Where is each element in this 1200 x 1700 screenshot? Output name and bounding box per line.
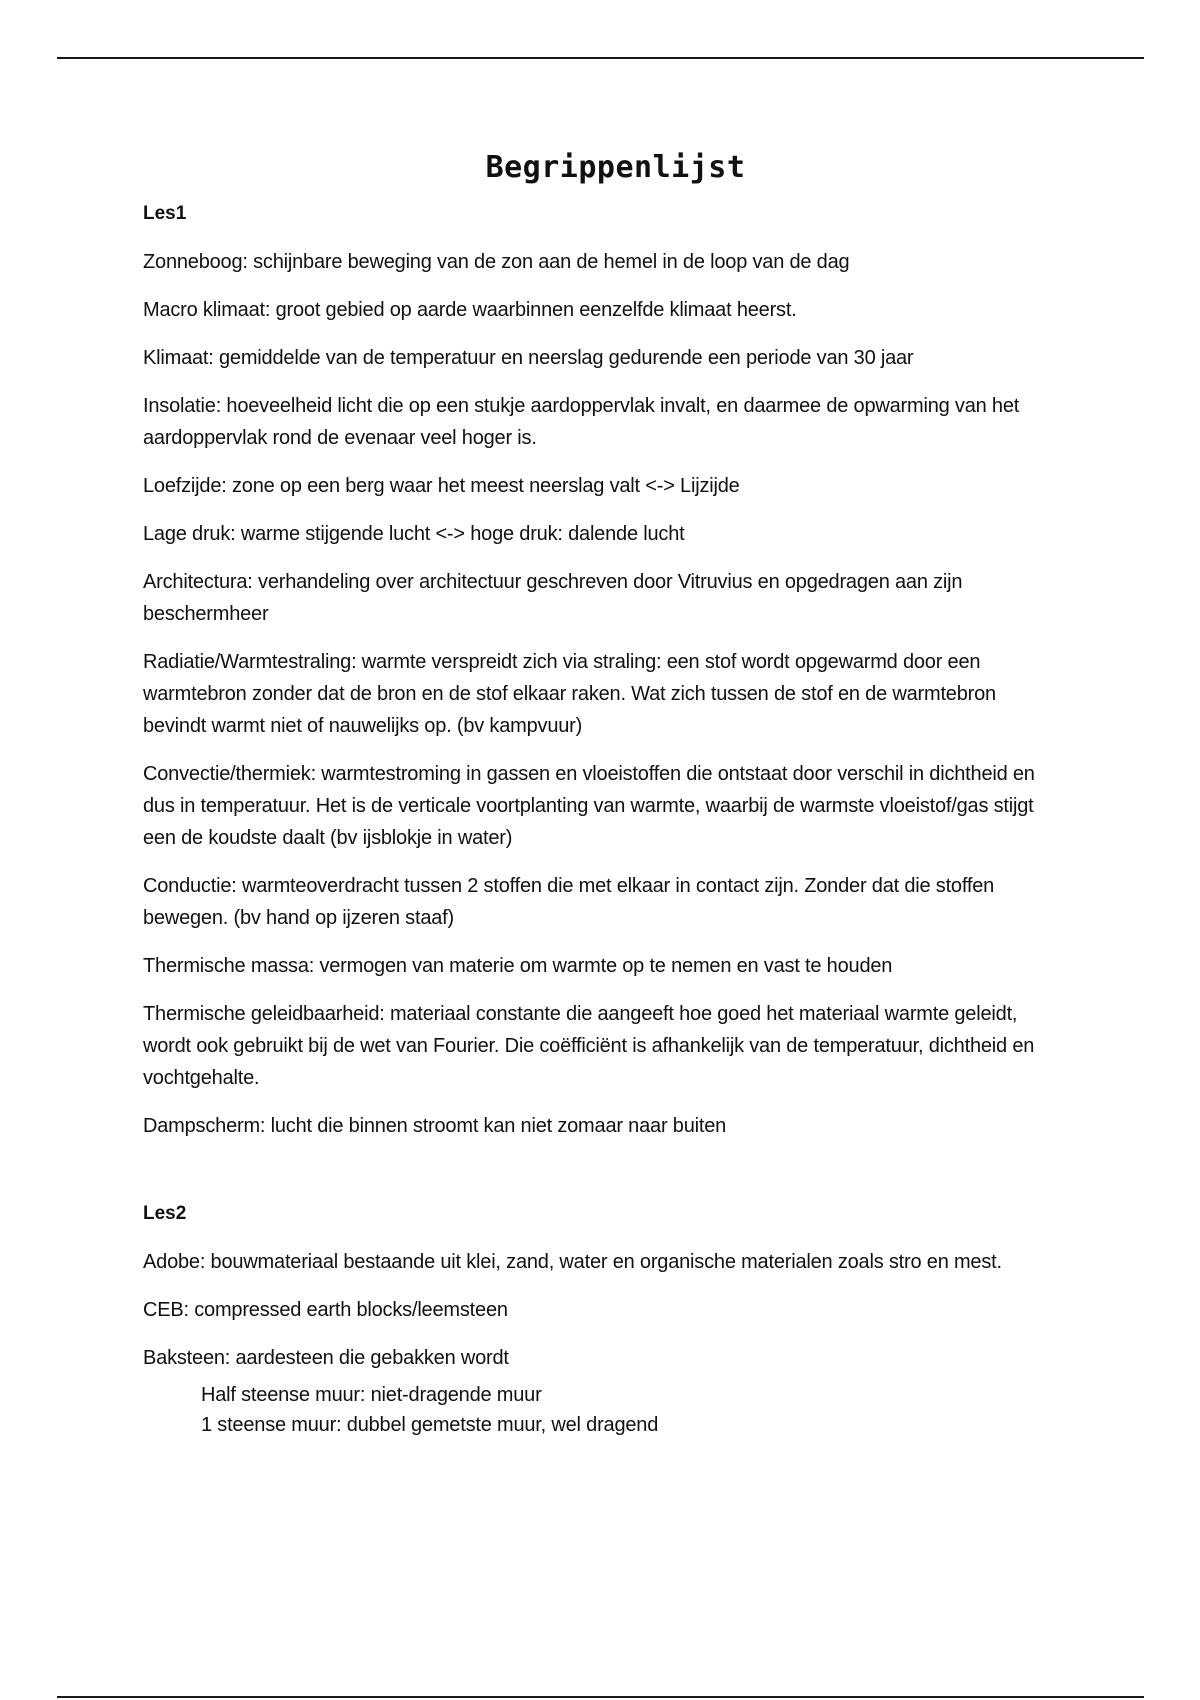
section-les2 [143, 1202, 1063, 1440]
term-conductie: Conductie: warmteoverdracht tussen 2 stoffen die met elkaar in contact zijn. Zonder dat die stoffen bewegen. (bv hand op ijzeren staaf) [143, 875, 995, 929]
term-thermische-geleidbaarheid: Thermische geleidbaarheid: materiaal constante die aangeeft hoe goed het materiaal warmte geleidt, wordt ook gebruikt bij de wet van Fourier. Die coëfficiënt is afhankelijk van de temperatuur, dichtheid en vochtgehalte. [143, 1003, 1035, 1089]
sublist-item: 1 steense muur: dubbel gemetste muur, wel dragend [201, 1414, 659, 1436]
term-thermische-massa: Thermische massa: vermogen van materie om warmte op te nemen en vast te houden [143, 955, 893, 977]
term-architectura: Architectura: verhandeling over architectuur geschreven door Vitruvius en opgedragen aan zijn beschermheer [143, 571, 963, 625]
term-dampscherm: Dampscherm: lucht die binnen stroomt kan niet zomaar naar buiten [143, 1115, 727, 1137]
term-lage-druk: Lage druk: warme stijgende lucht <-> hoge druk: dalende lucht [143, 523, 685, 545]
term-radiatie: Radiatie/Warmtestraling: warmte verspreidt zich via straling: een stof wordt opgewarmd door een warmtebron zonder dat de bron en de stof elkaar raken. Wat zich tussen de stof en de warmtebron bevindt warmt niet of nauwelijks op. (bv kampvuur) [143, 651, 996, 737]
top-rule [57, 57, 1144, 59]
term-zonneboog: Zonneboog: schijnbare beweging van de zon aan de hemel in de loop van de dag [143, 251, 850, 273]
term-loefzijde: Loefzijde: zone op een berg waar het meest neerslag valt <-> Lijzijde [143, 475, 740, 497]
baksteen-sublist [201, 1380, 1063, 1440]
sublist-item: Half steense muur: niet-dragende muur [201, 1384, 542, 1406]
section-heading: Les1 [143, 203, 187, 224]
section-les1 [143, 202, 1063, 1142]
term-klimaat: Klimaat: gemiddelde van de temperatuur en neerslag gedurende een periode van 30 jaar [143, 347, 914, 369]
term-ceb: CEB: compressed earth blocks/leemsteen [143, 1299, 508, 1321]
section-heading: Les2 [143, 1203, 187, 1224]
term-macro-klimaat: Macro klimaat: groot gebied op aarde waarbinnen eenzelfde klimaat heerst. [143, 299, 797, 321]
term-baksteen: Baksteen: aardesteen die gebakken wordt [143, 1347, 509, 1369]
term-adobe: Adobe: bouwmateriaal bestaande uit klei, zand, water en organische materialen zoals stro en mest. [143, 1251, 1002, 1273]
page-title: Begrippenlijst [485, 150, 746, 185]
term-convectie: Convectie/thermiek: warmtestroming in gassen en vloeistoffen die ontstaat door verschil in dichtheid en dus in temperatuur. Het is de verticale voortplanting van warmte, waarbij de warmste vloeistof/gas stijgt een de koudste daalt (bv ijsblokje in water) [143, 763, 1035, 849]
bottom-rule [57, 1696, 1144, 1698]
term-insolatie: Insolatie: hoeveelheid licht die op een stukje aardoppervlak invalt, en daarmee de opwarming van het aardoppervlak rond de evenaar veel hoger is. [143, 395, 1020, 449]
document-body [143, 148, 1063, 1440]
